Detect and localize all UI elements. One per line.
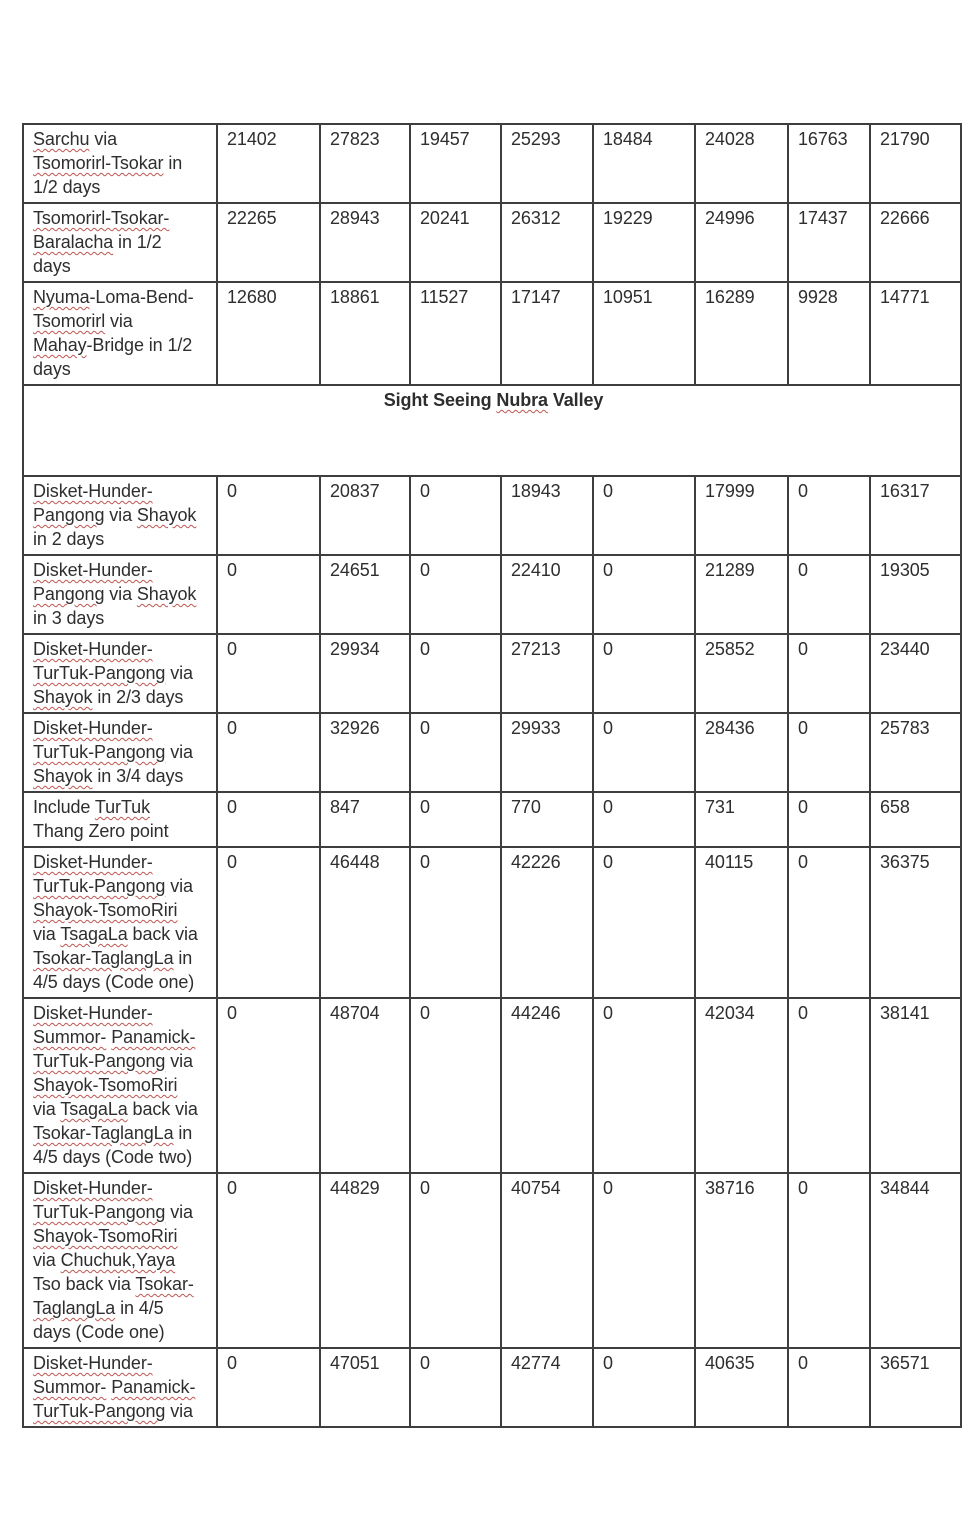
price-cell: 44829	[320, 1173, 410, 1348]
misspelled-word: Baralacha	[33, 232, 114, 252]
price-cell: 25852	[695, 634, 788, 713]
route-line	[33, 970, 210, 994]
route-line	[33, 479, 210, 503]
route-line	[33, 127, 210, 151]
price-cell: 0	[217, 634, 320, 713]
price-cell: 34844	[870, 1173, 961, 1348]
misspelled-word: Disket-Hunder-	[33, 852, 153, 872]
price-cell: 0	[410, 555, 501, 634]
price-cell: 658	[870, 792, 961, 847]
misspelled-word: Chuchuk,Yaya	[60, 1250, 176, 1270]
price-cell: 24651	[320, 555, 410, 634]
misspelled-word: TurTuk-Pangong	[33, 663, 166, 683]
route-line	[33, 795, 210, 819]
misspelled-word: Tsomorirl	[33, 311, 106, 331]
price-cell: 42034	[695, 998, 788, 1173]
text-segment: -Loma-Bend-	[89, 287, 194, 307]
route-line	[33, 1399, 210, 1423]
misspelled-word: Summor-	[33, 1377, 107, 1397]
text-segment: via	[104, 584, 137, 604]
route-line	[33, 1121, 210, 1145]
text-segment: in 2 days	[33, 529, 105, 549]
misspelled-word: Tsokar-TaglangLa	[33, 1123, 174, 1143]
route-line	[33, 1001, 210, 1025]
misspelled-word: Disket-Hunder-	[33, 718, 153, 738]
route-line	[33, 254, 210, 278]
route-line	[33, 1351, 210, 1375]
route-line	[33, 1296, 210, 1320]
price-cell: 42226	[501, 847, 593, 998]
route-cell	[23, 1173, 217, 1348]
route-line	[33, 285, 210, 309]
misspelled-word: Shayok	[136, 505, 197, 525]
price-cell: 40635	[695, 1348, 788, 1427]
route-cell	[23, 282, 217, 385]
text-segment: Include	[33, 797, 95, 817]
price-cell: 0	[410, 476, 501, 555]
section-title	[33, 388, 954, 412]
price-cell: 19229	[593, 203, 695, 282]
price-cell: 44246	[501, 998, 593, 1173]
misspelled-word: Pangong	[33, 584, 105, 604]
price-cell: 731	[695, 792, 788, 847]
price-cell: 0	[593, 1348, 695, 1427]
misspelled-word: Shayok-TsomoRiri	[33, 1226, 178, 1246]
misspelled-word: TurTuk-Pangong	[33, 742, 166, 762]
price-cell: 25783	[870, 713, 961, 792]
misspelled-word: Panamick-	[111, 1377, 196, 1397]
text-segment: via	[89, 129, 118, 149]
price-cell: 40115	[695, 847, 788, 998]
price-cell: 29933	[501, 713, 593, 792]
price-cell: 0	[788, 792, 870, 847]
text-segment: in 2/3 days	[92, 687, 184, 707]
text-segment: via	[104, 505, 137, 525]
route-line	[33, 1272, 210, 1296]
route-cell	[23, 998, 217, 1173]
route-line	[33, 503, 210, 527]
route-line	[33, 333, 210, 357]
route-line	[33, 606, 210, 630]
price-cell: 21790	[870, 124, 961, 203]
price-cell: 36375	[870, 847, 961, 998]
price-cell: 19305	[870, 555, 961, 634]
price-cell: 36571	[870, 1348, 961, 1427]
text-segment: in 1/2	[113, 232, 162, 252]
route-line	[33, 716, 210, 740]
price-cell: 0	[593, 634, 695, 713]
text-segment: via	[165, 1202, 193, 1222]
price-cell: 32926	[320, 713, 410, 792]
misspelled-word: Pangong	[33, 505, 105, 525]
route-line	[33, 309, 210, 333]
price-cell: 0	[410, 1173, 501, 1348]
text-segment: 4/5 days (Code two)	[33, 1147, 193, 1167]
price-cell: 0	[217, 555, 320, 634]
price-cell: 0	[410, 998, 501, 1173]
misspelled-word: Shayok-TsomoRiri	[33, 900, 178, 920]
text-segment: via	[165, 1051, 193, 1071]
price-cell: 40754	[501, 1173, 593, 1348]
price-cell: 18861	[320, 282, 410, 385]
text-segment: Tso back via	[33, 1274, 136, 1294]
price-cell: 0	[217, 1348, 320, 1427]
misspelled-word: Disket-Hunder-	[33, 639, 153, 659]
price-cell: 17437	[788, 203, 870, 282]
route-cell	[23, 847, 217, 998]
price-cell: 0	[788, 713, 870, 792]
text-segment: -Bridge in 1/2	[86, 335, 193, 355]
route-cell	[23, 1348, 217, 1427]
text-segment: 4/5 days (Code one)	[33, 972, 195, 992]
price-cell: 0	[217, 1173, 320, 1348]
price-cell: 0	[788, 1173, 870, 1348]
price-cell: 0	[788, 476, 870, 555]
price-cell: 22410	[501, 555, 593, 634]
misspelled-word: TsagaLa	[60, 924, 128, 944]
route-line	[33, 637, 210, 661]
section-header-row	[23, 385, 961, 476]
text-segment: back via	[127, 1099, 198, 1119]
table-row	[23, 1348, 961, 1427]
price-cell: 770	[501, 792, 593, 847]
route-line	[33, 922, 210, 946]
misspelled-word: Tsomorirl-Tsokar-	[33, 208, 170, 228]
route-line	[33, 764, 210, 788]
price-cell: 27823	[320, 124, 410, 203]
text-segment: via	[105, 311, 133, 331]
table-row	[23, 634, 961, 713]
price-cell: 0	[593, 1173, 695, 1348]
misspelled-word: Shayok	[33, 766, 93, 786]
tour-price-table	[22, 123, 962, 1428]
text-segment: via	[165, 742, 193, 762]
price-cell: 24028	[695, 124, 788, 203]
text-segment: via	[165, 1401, 193, 1421]
price-cell: 22265	[217, 203, 320, 282]
table-row	[23, 203, 961, 282]
price-cell: 18484	[593, 124, 695, 203]
text-segment: via	[33, 924, 61, 944]
route-line	[33, 151, 210, 175]
route-line	[33, 175, 210, 199]
price-cell: 10951	[593, 282, 695, 385]
misspelled-word: Disket-Hunder-	[33, 1178, 153, 1198]
text-segment: in	[163, 153, 183, 173]
price-cell: 16763	[788, 124, 870, 203]
price-cell: 28943	[320, 203, 410, 282]
price-cell: 12680	[217, 282, 320, 385]
text-segment: 1/2 days	[33, 177, 101, 197]
price-cell: 21402	[217, 124, 320, 203]
misspelled-word: Panamick-	[111, 1027, 196, 1047]
text-segment: via	[165, 876, 193, 896]
misspelled-word: TurTuk-Pangong	[33, 1051, 166, 1071]
price-cell: 47051	[320, 1348, 410, 1427]
price-cell: 38716	[695, 1173, 788, 1348]
price-cell: 11527	[410, 282, 501, 385]
price-cell: 0	[217, 792, 320, 847]
table-row	[23, 282, 961, 385]
price-cell: 0	[593, 792, 695, 847]
price-cell: 0	[593, 555, 695, 634]
price-cell: 0	[410, 713, 501, 792]
route-line	[33, 1025, 210, 1049]
route-line	[33, 582, 210, 606]
text-segment: Valley	[547, 390, 604, 410]
route-cell	[23, 555, 217, 634]
price-cell: 22666	[870, 203, 961, 282]
misspelled-word: TsagaLa	[60, 1099, 128, 1119]
misspelled-word: Disket-Hunder-	[33, 1003, 153, 1023]
price-cell: 847	[320, 792, 410, 847]
route-cell	[23, 792, 217, 847]
route-line	[33, 357, 210, 381]
section-title-cell	[23, 385, 961, 476]
route-line	[33, 527, 210, 551]
price-cell: 0	[788, 998, 870, 1173]
price-cell: 19457	[410, 124, 501, 203]
price-cell: 48704	[320, 998, 410, 1173]
price-cell: 0	[410, 792, 501, 847]
price-cell: 24996	[695, 203, 788, 282]
route-line	[33, 850, 210, 874]
route-line	[33, 661, 210, 685]
route-line	[33, 1200, 210, 1224]
misspelled-word: Tsokar-TaglangLa	[33, 948, 174, 968]
price-cell: 26312	[501, 203, 593, 282]
text-segment: in 3/4 days	[92, 766, 184, 786]
price-cell: 0	[410, 847, 501, 998]
misspelled-word: Disket-Hunder-	[33, 1353, 153, 1373]
route-line	[33, 819, 210, 843]
text-segment: Thang Zero point	[33, 821, 169, 841]
route-line	[33, 1375, 210, 1399]
price-cell: 16289	[695, 282, 788, 385]
misspelled-word: Summor-	[33, 1027, 107, 1047]
price-cell: 0	[593, 476, 695, 555]
text-segment: back via	[127, 924, 198, 944]
route-line	[33, 206, 210, 230]
route-line	[33, 1097, 210, 1121]
misspelled-word: Mahay	[33, 335, 87, 355]
route-line	[33, 946, 210, 970]
route-line	[33, 740, 210, 764]
text-segment: in	[173, 948, 193, 968]
route-cell	[23, 124, 217, 203]
price-cell: 20241	[410, 203, 501, 282]
route-line	[33, 1049, 210, 1073]
route-cell	[23, 713, 217, 792]
price-cell: 0	[788, 634, 870, 713]
route-line	[33, 1248, 210, 1272]
text-segment: in 4/5	[115, 1298, 164, 1318]
text-segment: via	[33, 1099, 61, 1119]
table-row	[23, 1173, 961, 1348]
misspelled-word: Disket-Hunder-	[33, 560, 153, 580]
price-cell: 18943	[501, 476, 593, 555]
route-line	[33, 1320, 210, 1344]
text-segment: in 3 days	[33, 608, 105, 628]
price-cell: 0	[788, 1348, 870, 1427]
text-segment: via	[165, 663, 193, 683]
misspelled-word: Shayok	[136, 584, 197, 604]
text-segment: via	[33, 1250, 61, 1270]
price-cell: 17999	[695, 476, 788, 555]
route-line	[33, 1224, 210, 1248]
price-cell: 38141	[870, 998, 961, 1173]
misspelled-word: Sarchu	[33, 129, 90, 149]
price-cell: 46448	[320, 847, 410, 998]
route-cell	[23, 634, 217, 713]
price-cell: 21289	[695, 555, 788, 634]
price-cell: 29934	[320, 634, 410, 713]
price-cell: 0	[410, 634, 501, 713]
route-line	[33, 1176, 210, 1200]
route-cell	[23, 476, 217, 555]
route-line	[33, 874, 210, 898]
price-cell: 14771	[870, 282, 961, 385]
misspelled-word: Shayok-TsomoRiri	[33, 1075, 178, 1095]
route-cell	[23, 203, 217, 282]
text-segment: days (Code one)	[33, 1322, 165, 1342]
misspelled-word: Shayok	[33, 687, 93, 707]
price-cell: 0	[788, 847, 870, 998]
price-cell: 0	[410, 1348, 501, 1427]
route-line	[33, 1073, 210, 1097]
misspelled-word: Nubra	[496, 390, 548, 410]
price-cell: 17147	[501, 282, 593, 385]
misspelled-word: Tsokar-	[135, 1274, 194, 1294]
price-cell: 0	[217, 998, 320, 1173]
price-cell: 0	[217, 476, 320, 555]
price-cell: 23440	[870, 634, 961, 713]
route-line	[33, 898, 210, 922]
misspelled-word: Tsomorirl-Tsokar	[33, 153, 164, 173]
text-segment: Sight Seeing	[383, 390, 497, 410]
misspelled-word: Nyuma	[33, 287, 90, 307]
route-line	[33, 685, 210, 709]
route-line	[33, 230, 210, 254]
price-cell: 20837	[320, 476, 410, 555]
misspelled-word: TurTuk-Pangong	[33, 876, 166, 896]
price-cell: 16317	[870, 476, 961, 555]
price-cell: 9928	[788, 282, 870, 385]
text-segment: in	[173, 1123, 193, 1143]
table-row	[23, 792, 961, 847]
route-line	[33, 558, 210, 582]
misspelled-word: TurTuk-Pangong	[33, 1401, 166, 1421]
price-cell: 27213	[501, 634, 593, 713]
text-segment: days	[33, 359, 71, 379]
table-row	[23, 847, 961, 998]
misspelled-word: Disket-Hunder-	[33, 481, 153, 501]
price-cell: 0	[217, 847, 320, 998]
misspelled-word: TaglangLa	[33, 1298, 116, 1318]
price-cell: 0	[593, 847, 695, 998]
table-row	[23, 555, 961, 634]
price-cell: 42774	[501, 1348, 593, 1427]
table-row	[23, 476, 961, 555]
price-cell: 0	[788, 555, 870, 634]
table-row	[23, 124, 961, 203]
price-cell: 0	[593, 713, 695, 792]
text-segment: days	[33, 256, 71, 276]
price-cell: 25293	[501, 124, 593, 203]
route-line	[33, 1145, 210, 1169]
misspelled-word: TurTuk	[94, 797, 150, 817]
price-cell: 0	[217, 713, 320, 792]
table-row	[23, 713, 961, 792]
table-row	[23, 998, 961, 1173]
price-cell: 0	[593, 998, 695, 1173]
price-cell: 28436	[695, 713, 788, 792]
misspelled-word: TurTuk-Pangong	[33, 1202, 166, 1222]
